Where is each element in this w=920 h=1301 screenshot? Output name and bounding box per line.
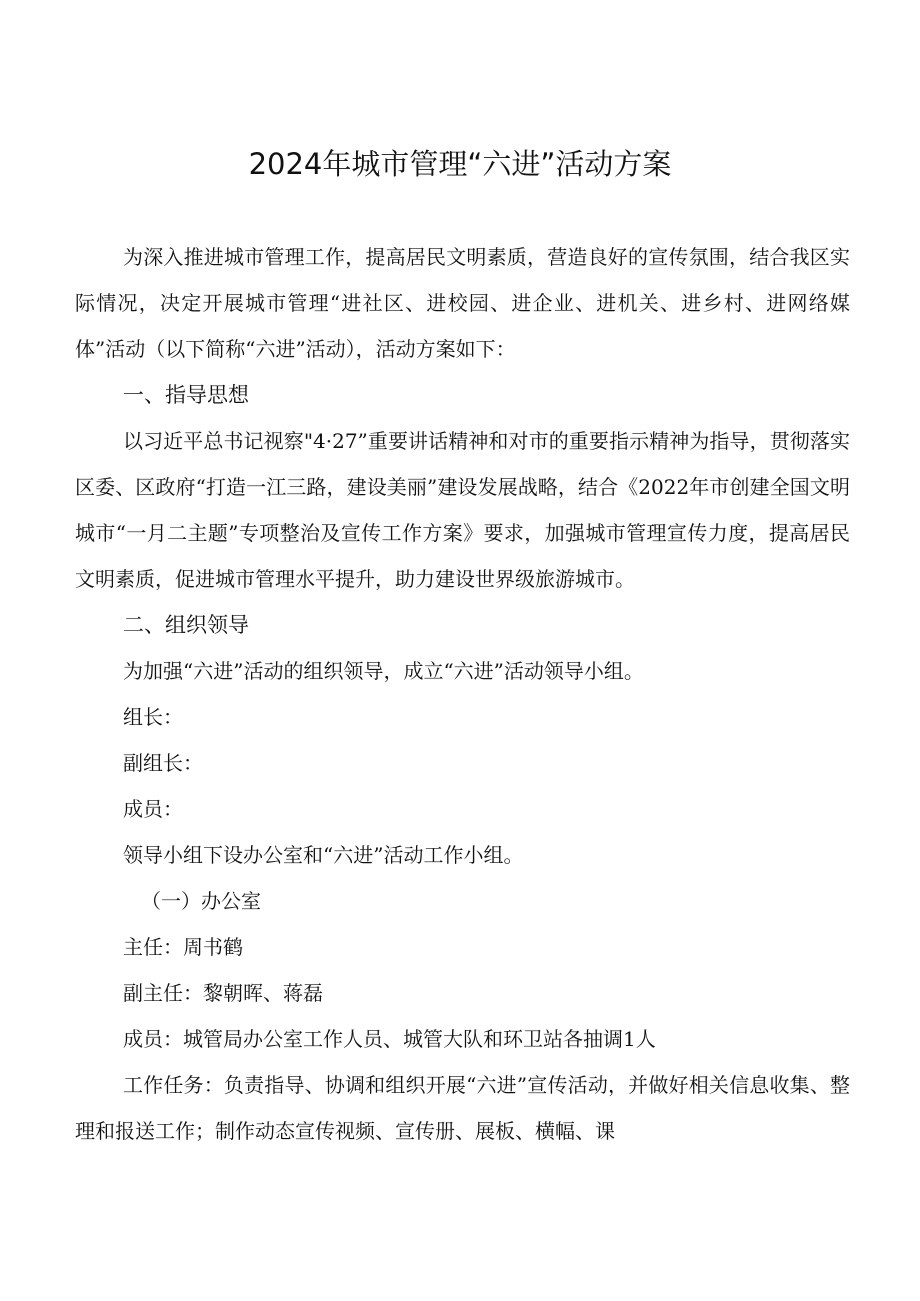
- guiding-ideology-paragraph: 以习近平总书记视察"4·27”重要讲话精神和对市的重要指示精神为指导，贯彻落实区委、区政府“打造一江三路，建设美丽”建设发展战略，结合《2022年市创建全国文明城市“一月二主题”专项整治及宣传工作方案》要求，加强城市管理宣传力度，提高居民文明素质，促进城市管理水平提升，助力建设世界级旅游城市。: [75, 429, 850, 591]
- members-line: 成员：: [123, 797, 183, 821]
- document-title: 2024年城市管理“六进”活动方案: [248, 147, 672, 181]
- section-heading-organization: 二、组织领导: [123, 613, 249, 637]
- office-subheading: （一）办公室: [141, 889, 261, 913]
- document-body: [75, 234, 850, 1154]
- section-heading-guiding-ideology: 一、指导思想: [123, 383, 249, 407]
- office-note-line: 领导小组下设办公室和“六进”活动工作小组。: [123, 843, 524, 867]
- group-leader-line: 组长：: [123, 705, 183, 729]
- office-deputy-director-line: 副主任：黎朝晖、蒋磊: [123, 981, 323, 1005]
- office-members-line: 成员：城管局办公室工作人员、城管大队和环卫站各抽调1人: [123, 1027, 656, 1051]
- deputy-leader-line: 副组长：: [123, 751, 203, 775]
- office-tasks-paragraph: 工作任务：负责指导、协调和组织开展“六进”宣传活动，并做好相关信息收集、整理和报送工作；制作动态宣传视频、宣传册、展板、横幅、课: [75, 1073, 850, 1143]
- intro-paragraph: 为深入推进城市管理工作，提高居民文明素质，营造良好的宣传氛围，结合我区实际情况，决定开展城市管理“进社区、进校园、进企业、进机关、进乡村、进网络媒体”活动（以下简称“六进”活动），活动方案如下：: [75, 245, 850, 361]
- office-director-line: 主任：周书鹤: [123, 935, 243, 959]
- organization-intro: 为加强“六进”活动的组织领导，成立“六进”活动领导小组。: [123, 659, 644, 683]
